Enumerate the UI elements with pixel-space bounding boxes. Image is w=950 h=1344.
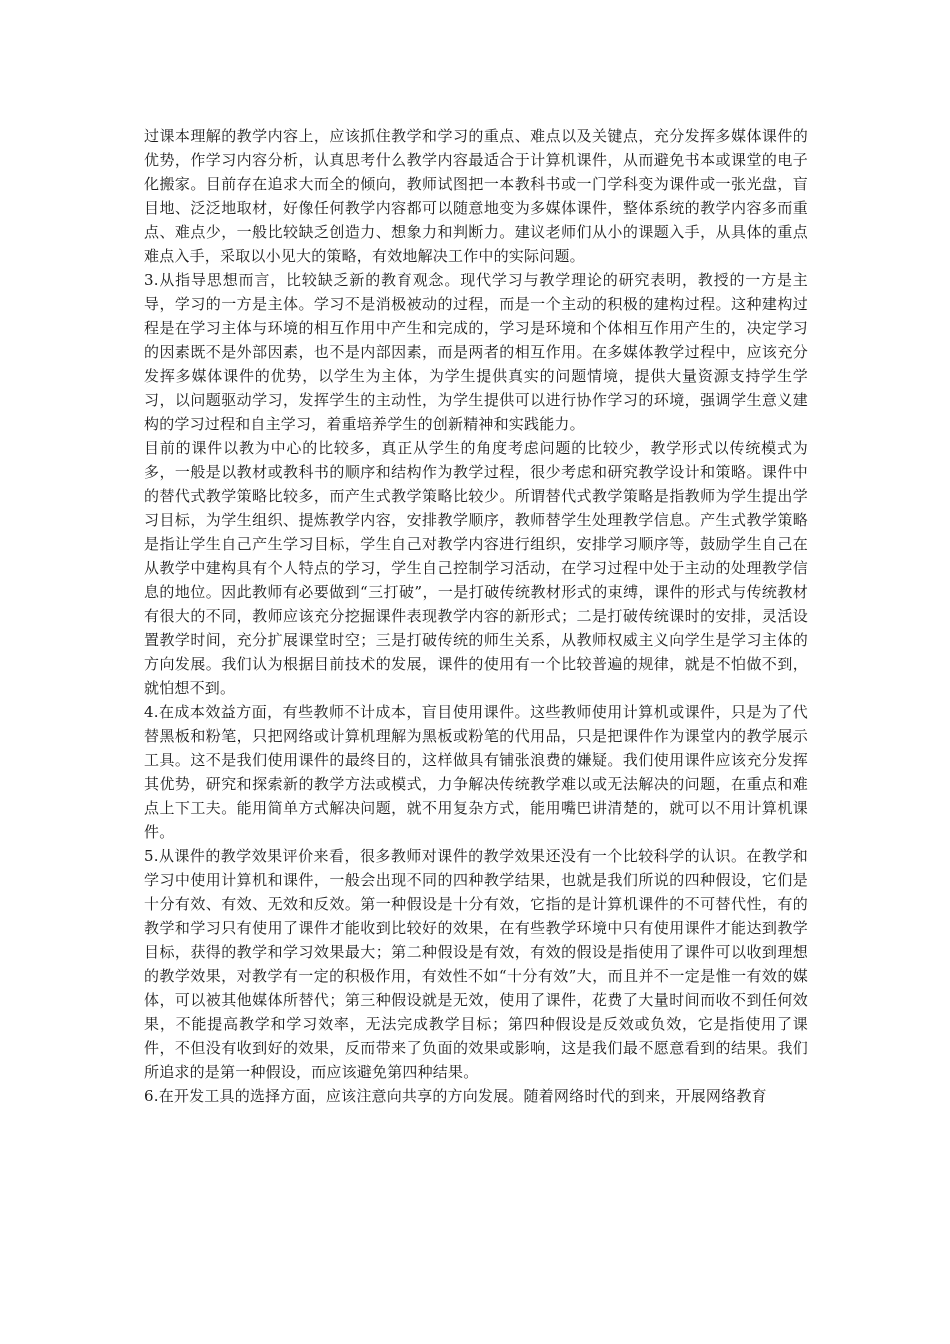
paragraph-point-5: 5.从课件的教学效果评价来看，很多教师对课件的教学效果还没有一个比较科学的认识。在教学和学习中使用计算机和课件，一般会出现不同的四种教学结果，也就是我们所说的四种假设，它们是十分有效、有效、无效和反效。第一种假设是十分有效，它指的是计算机课件的不可替代性，有的教学和学习只有使用了课件才能收到比较好的效果，在有些教学环境中只有使用课件才能达到教学目标，获得的教学和学习效果最大；第二种假设是有效，有效的假设是指使用了课件可以收到理想的教学效果，对教学有一定的积极作用，有效性不如“十分有效”大，而且并不一定是惟一有效的媒体，可以被其他媒体所替代；第三种假设就是无效，使用了课件，花费了大量时间而收不到任何效果，不能提高教学和学习效率，无法完成教学目标；第四种假设是反效或负效，它是指使用了课件，不但没有收到好的效果，反而带来了负面的效果或影响，这是我们最不愿意看到的结果。我们所追求的是第一种假设，而应该避免第四种结果。 bbox=[144, 847, 808, 1081]
paragraph-teaching-strategy: 目前的课件以教为中心的比较多，真正从学生的角度考虑问题的比较少，教学形式以传统模式为多，一般是以教材或教科书的顺序和结构作为教学过程，很少考虑和研究教学设计和策略。课件中的替代式教学策略比较多，而产生式教学策略比较少。所谓替代式教学策略是指教师为学生提出学习目标，为学生组织、提炼教学内容，安排教学顺序，教师替学生处理教学信息。产生式教学策略是指让学生自己产生学习目标，学生自己对教学内容进行组织，安排学习顺序等，鼓励学生自己在从教学中建构具有个人特点的学习，学生自己控制学习活动，在学习过程中处于主动的处理教学信息的地位。因此教师有必要做到“三打破”，一是打破传统教材形式的束缚，课件的形式与传统教材有很大的不同，教师应该充分挖掘课件表现教学内容的新形式；二是打破传统课时的安排，灵活设置教学时间，充分扩展课堂时空；三是打破传统的师生关系，从教师权威主义向学生是学习主体的方向发展。我们认为根据目前技术的发展，课件的使用有一个比较普遍的规律，就是不怕做不到，就怕想不到。 bbox=[144, 439, 808, 697]
paragraph-intro: 过课本理解的教学内容上，应该抓住教学和学习的重点、难点以及关键点，充分发挥多媒体课件的优势，作学习内容分析，认真思考什么教学内容最适合于计算机课件，从而避免书本或课堂的电子化搬家。目前存在追求大而全的倾向，教师试图把一本教科书或一门学科变为课件或一张光盘，盲目地、泛泛地取材，好像任何教学内容都可以随意地变为多媒体课件，整体系统的教学内容多而重点、难点少，一般比较缺乏创造力、想象力和判断力。建议老师们从小的课题入手，从具体的重点难点入手，采取以小见大的策略，有效地解决工作中的实际问题。 bbox=[144, 127, 808, 265]
paragraph-point-6: 6.在开发工具的选择方面，应该注意向共享的方向发展。随着网络时代的到来，开展网络教育 bbox=[144, 1087, 767, 1105]
paragraph-point-3: 3.从指导思想而言，比较缺乏新的教育观念。现代学习与教学理论的研究表明，教授的一方是主导，学习的一方是主体。学习不是消极被动的过程，而是一个主动的积极的建构过程。这种建构过程是在学习主体与环境的相互作用中产生和完成的，学习是环境和个体相互作用产生的，决定学习的因素既不是外部因素，也不是内部因素，而是两者的相互作用。在多媒体教学过程中，应该充分发挥多媒体课件的优势，以学生为主体，为学生提供真实的问题情境，提供大量资源支持学生学习，以问题驱动学习，发挥学生的主动性，为学生提供可以进行协作学习的环境，强调学生意义建构的学习过程和自主学习，着重培养学生的创新精神和实践能力。 bbox=[144, 271, 808, 433]
document-body bbox=[144, 124, 808, 1108]
paragraph-point-4: 4.在成本效益方面，有些教师不计成本，盲目使用课件。这些教师使用计算机或课件，只是为了代替黑板和粉笔，只把网络或计算机理解为黑板或粉笔的代用品，只是把课件作为课堂内的教学展示工具。这不是我们使用课件的最终目的，这样做具有铺张浪费的嫌疑。我们使用课件应该充分发挥其优势，研究和探索新的教学方法或模式，力争解决传统教学难以或无法解决的问题，在重点和难点上下工夫。能用简单方式解决问题，就不用复杂方式，能用嘴巴讲清楚的，就可以不用计算机课件。 bbox=[144, 703, 808, 841]
